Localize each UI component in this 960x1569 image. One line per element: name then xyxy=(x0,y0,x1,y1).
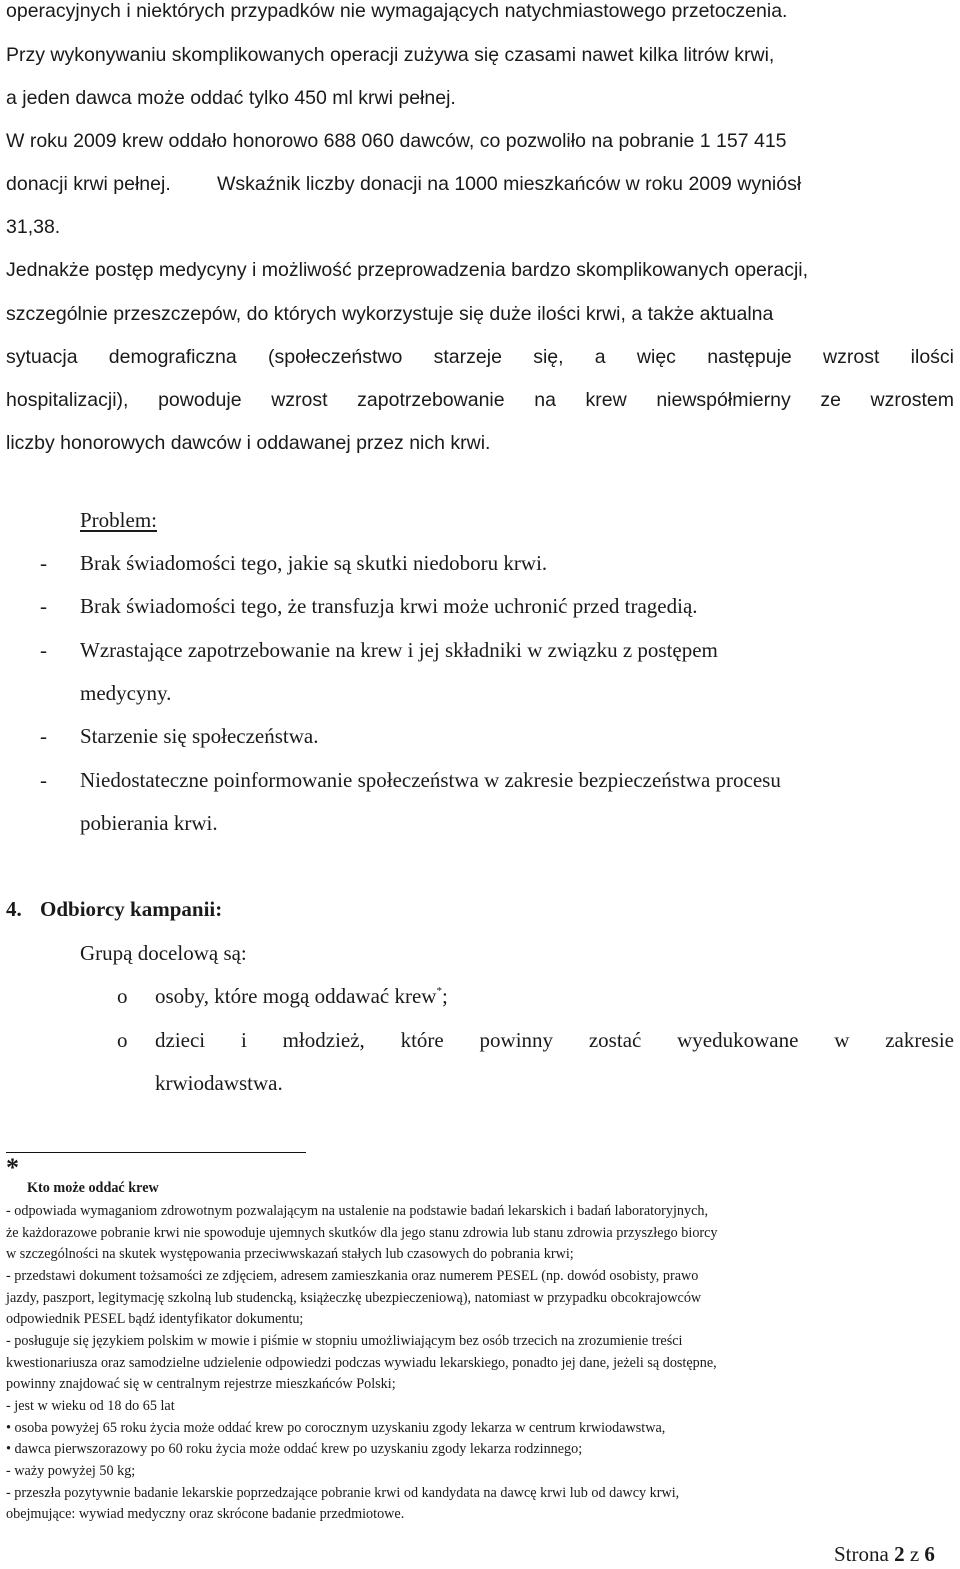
footnote-line: - posługuje się językiem polskim w mowie i piśmie w stopniu umożliwiającym bez osób trzecich na zrozumienie treści xyxy=(6,1333,683,1349)
problem-dash: - xyxy=(40,551,47,575)
body-line: hospitalizacji), powoduje wzrost zapotrzebowanie na krew niewspółmierny ze wzrostem xyxy=(6,389,954,411)
body-line: Jednakże postęp medycyny i możliwość przeprowadzenia bardzo skomplikowanych operacji, xyxy=(6,259,809,281)
footnote-line: odpowiednik PESEL bądź identyfikator dokumentu; xyxy=(6,1311,304,1327)
page-number-label: Strona xyxy=(834,1542,889,1566)
page-number xyxy=(834,1542,935,1567)
page-number-total: 6 xyxy=(924,1542,935,1566)
footnote-line: - waży powyżej 50 kg; xyxy=(6,1463,136,1479)
list-bullet: o xyxy=(117,984,128,1008)
problem-dash: - xyxy=(40,594,47,618)
body-line: Przy wykonywaniu skomplikowanych operacji zużywa się czasami nawet kilka litrów krwi, xyxy=(6,44,775,66)
body-line: donacji krwi pełnej. xyxy=(6,173,171,195)
section-intro: Grupą docelową są: xyxy=(80,941,247,965)
audience-item xyxy=(155,984,448,1009)
body-line: W roku 2009 krew oddało honorowo 688 060 dawców, co pozwoliło na pobranie 1 157 415 xyxy=(6,130,787,152)
body-line: sytuacja demograficzna (społeczeństwo starzeje się, a więc następuje wzrost ilości xyxy=(6,346,954,368)
section-number: 4. xyxy=(6,897,22,921)
problem-dash: - xyxy=(40,724,47,748)
problem-item: Brak świadomości tego, że transfuzja krwi może uchronić przed tragedią. xyxy=(80,594,698,618)
footnote-heading: Kto może oddać krew xyxy=(27,1180,159,1196)
footnote-line: - odpowiada wymaganiom zdrowotnym pozwalającym na ustalenie na podstawie badań lekarskich i badań laboratoryjnych, xyxy=(6,1203,709,1219)
footnote-line: powinny znajdować się w centralnym rejestrze mieszkańców Polski; xyxy=(6,1376,396,1392)
footnote-line: - przedstawi dokument tożsamości ze zdjęciem, adresem zamieszkania oraz numerem PESEL (np. dowód osobisty, prawo xyxy=(6,1268,699,1284)
section-title: Odbiorcy kampanii: xyxy=(40,897,223,921)
page-number-of: z xyxy=(909,1542,920,1566)
footnote-line: kwestionariusza oraz samodzielne udzielenie odpowiedzi podczas wywiadu lekarskiego, ponadto jej dane, jeżeli są dostępne, xyxy=(6,1355,717,1371)
problem-item: Brak świadomości tego, jakie są skutki niedoboru krwi. xyxy=(80,551,548,575)
audience-item-continuation: krwiodawstwa. xyxy=(155,1071,283,1095)
audience-item-text: osoby, które mogą oddawać krew xyxy=(155,984,437,1008)
problem-item: Wzrastające zapotrzebowanie na krew i jej składniki w związku z postępem xyxy=(80,638,718,662)
list-bullet: o xyxy=(117,1028,128,1052)
problem-heading: Problem: xyxy=(80,508,157,532)
problem-dash: - xyxy=(40,638,47,662)
body-line: liczby honorowych dawców i oddawanej przez nich krwi. xyxy=(6,432,491,454)
body-line: a jeden dawca może oddać tylko 450 ml krwi pełnej. xyxy=(6,87,456,109)
problem-item-continuation: medycyny. xyxy=(80,681,172,705)
footnote-line: obejmujące: wywiad medyczny oraz skrócone badanie przedmiotowe. xyxy=(6,1506,405,1522)
audience-item-end: ; xyxy=(441,984,448,1008)
footnote-line: • dawca pierwszorazowy po 60 roku życia może oddać krew po uzyskaniu zgody lekarza rodzinnego; xyxy=(6,1441,583,1457)
body-line: Wskaźnik liczby donacji na 1000 mieszkańców w roku 2009 wyniósł xyxy=(217,173,802,195)
footnote-line: - jest w wieku od 18 do 65 lat xyxy=(6,1398,175,1414)
problem-item-continuation: pobierania krwi. xyxy=(80,811,218,835)
body-line: 31,38. xyxy=(6,216,61,238)
page-number-current: 2 xyxy=(894,1542,905,1566)
problem-item: Niedostateczne poinformowanie społeczeństwa w zakresie bezpieczeństwa procesu xyxy=(80,768,781,792)
body-line: operacyjnych i niektórych przypadków nie wymagających natychmiastowego przetoczenia. xyxy=(6,0,788,22)
footnote-marker: * xyxy=(6,1153,19,1182)
footnote-rule xyxy=(6,1152,306,1153)
problem-dash: - xyxy=(40,768,47,792)
problem-item: Starzenie się społeczeństwa. xyxy=(80,724,319,748)
footnote-ref: * xyxy=(436,985,442,997)
audience-item: dzieci i młodzież, które powinny zostać wyedukowane w zakresie xyxy=(155,1028,954,1052)
footnote-line: w szczególności na skutek występowania przeciwwskazań stałych lub czasowych do pobrania krwi; xyxy=(6,1246,574,1262)
footnote-line: - przeszła pozytywnie badanie lekarskie poprzedzające pobranie krwi od kandydata na dawcę krwi lub od dawcy krwi, xyxy=(6,1485,680,1501)
footnote-line: • osoba powyżej 65 roku życia może oddać krew po corocznym uzyskaniu zgody lekarza w centrum krwiodawstwa, xyxy=(6,1420,666,1436)
footnote-line: że każdorazowe pobranie krwi nie spowoduje ujemnych skutków dla jego stanu zdrowia lub stanu zdrowia przyszłego biorcy xyxy=(6,1225,718,1241)
body-line: szczególnie przeszczepów, do których wykorzystuje się duże ilości krwi, a także aktualna xyxy=(6,303,774,325)
footnote-line: jazdy, paszport, legitymację szkolną lub studencką, książeczkę ubezpieczeniową), natomiast w przypadku obcokrajowców xyxy=(6,1290,702,1306)
